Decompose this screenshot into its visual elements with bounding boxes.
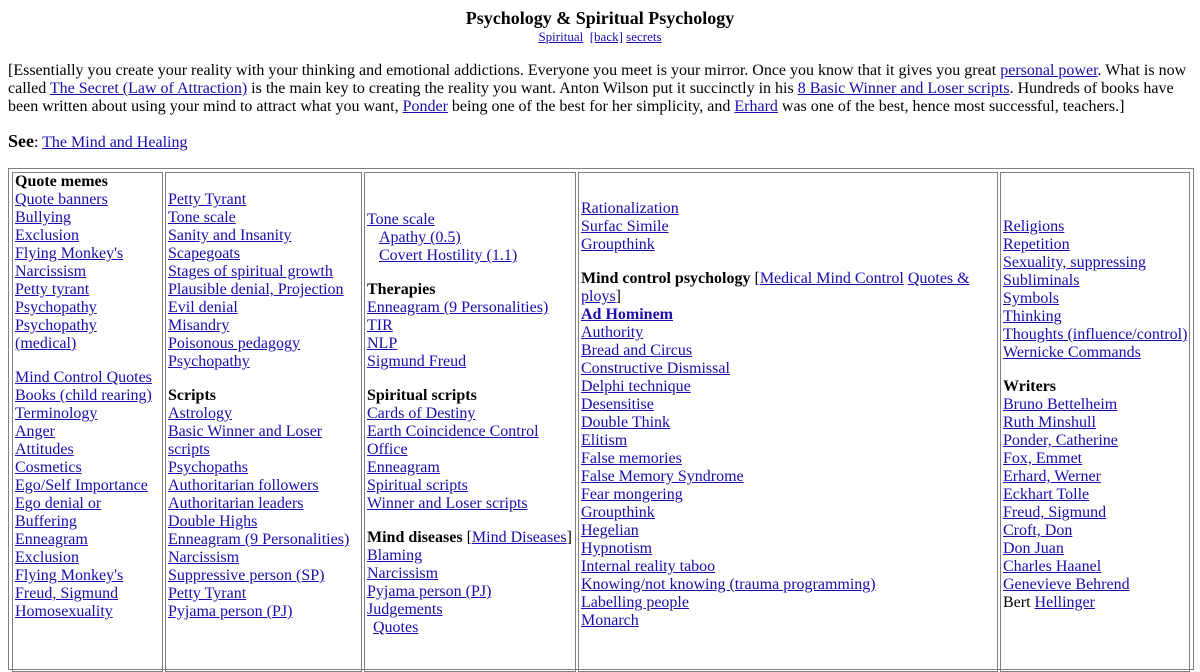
covert-hostility-link[interactable]: Covert Hostility (1.1) xyxy=(379,247,518,264)
list-link[interactable]: Enneagram (9 Personalities) xyxy=(168,531,350,548)
list-item xyxy=(581,486,997,504)
see-also: See: The Mind and Healing xyxy=(8,131,188,151)
section-heading: Quote memes xyxy=(15,173,108,190)
list-item xyxy=(168,477,361,495)
list-item xyxy=(581,378,997,396)
erhard-link[interactable]: Erhard xyxy=(734,98,778,115)
page-title: Psychology & Spiritual Psychology xyxy=(465,8,735,28)
list-link[interactable]: Exclusion xyxy=(15,549,79,566)
intro-text: being one of the best for her simplicity, and xyxy=(447,98,735,115)
list-item xyxy=(168,585,361,603)
list-item xyxy=(15,281,162,299)
the-secret-link[interactable]: The Secret (Law of Attraction) xyxy=(49,80,248,97)
list-item xyxy=(15,603,162,621)
hellinger-link[interactable]: Hellinger xyxy=(1034,594,1095,611)
list-item xyxy=(1003,308,1189,326)
list-link[interactable]: Blaming xyxy=(367,547,423,564)
column-writers xyxy=(1000,172,1190,672)
list-item xyxy=(168,335,361,353)
list-item xyxy=(581,218,997,236)
list-item: Bert Hellinger xyxy=(1003,594,1095,611)
list-item xyxy=(15,585,162,603)
list-item xyxy=(581,432,997,450)
list-link[interactable]: Double Highs xyxy=(168,513,258,530)
list-item xyxy=(581,414,997,432)
top-links xyxy=(0,29,1200,44)
list-link[interactable]: Flying Monkey's xyxy=(15,567,124,584)
list-item xyxy=(1003,414,1189,432)
list-link[interactable]: Delphi technique xyxy=(581,378,691,395)
list-link[interactable]: Freud, Sigmund xyxy=(1003,504,1107,521)
list-item xyxy=(15,495,162,531)
list-item xyxy=(581,396,997,414)
list-item xyxy=(1003,236,1189,254)
list-link[interactable]: Knowing/not knowing (trauma programming) xyxy=(581,576,876,593)
list-link[interactable]: Elitism xyxy=(581,432,628,449)
list-item xyxy=(168,191,361,209)
list-item xyxy=(15,317,162,353)
list-item xyxy=(168,567,361,585)
list-link[interactable]: Homosexuality xyxy=(15,603,113,620)
list-item xyxy=(581,468,997,486)
list-item xyxy=(367,299,575,317)
list-link[interactable]: Fox, Emmet xyxy=(1003,450,1083,467)
list-item xyxy=(367,601,575,619)
list-item xyxy=(168,317,361,335)
list-link[interactable]: Authoritarian followers xyxy=(168,477,319,494)
list-link[interactable]: Sigmund Freud xyxy=(367,353,467,370)
tone-scale-link[interactable]: Tone scale xyxy=(367,211,435,228)
list-item xyxy=(168,405,361,423)
spiritual-link[interactable]: Spiritual xyxy=(538,29,584,44)
list-link[interactable]: Authority xyxy=(581,324,644,341)
list-link[interactable]: Mind Control Quotes xyxy=(15,369,152,386)
list-item xyxy=(168,423,361,459)
list-link[interactable]: Freud, Sigmund xyxy=(15,585,119,602)
intro-text: was one of the best, hence most successful, teachers.] xyxy=(777,98,1125,115)
list-item xyxy=(367,477,575,495)
list-item xyxy=(15,245,162,263)
list-link[interactable]: NLP xyxy=(367,335,398,352)
list-link[interactable]: Bread and Circus xyxy=(581,342,693,359)
apathy-link[interactable]: Apathy (0.5) xyxy=(379,229,461,246)
mind-healing-link[interactable]: The Mind and Healing xyxy=(42,134,188,151)
list-item xyxy=(1003,344,1189,362)
list-link[interactable]: Eckhart Tolle xyxy=(1003,486,1090,503)
list-item xyxy=(367,405,575,423)
list-item xyxy=(1003,522,1189,540)
list-item xyxy=(15,227,162,245)
winner-loser-scripts-link[interactable]: 8 Basic Winner and Loser scripts xyxy=(797,80,1010,97)
list-item xyxy=(1003,558,1189,576)
intro-paragraph xyxy=(8,62,1188,116)
list-item xyxy=(367,423,575,459)
list-link[interactable]: Repetition xyxy=(1003,236,1070,253)
list-link[interactable]: Labelling people xyxy=(581,594,689,611)
list-item xyxy=(1003,486,1189,504)
section-heading: Scripts xyxy=(168,387,216,404)
list-item xyxy=(581,594,997,612)
list-link[interactable]: Sexuality, suppressing xyxy=(1003,254,1146,271)
list-link[interactable]: Surfac Simile xyxy=(581,218,669,235)
list-link[interactable]: Exclusion xyxy=(15,227,79,244)
list-link[interactable]: Genevieve Behrend xyxy=(1003,576,1130,593)
list-item xyxy=(581,576,997,594)
list-link[interactable]: Judgements xyxy=(367,601,443,618)
list-link[interactable]: Narcissism xyxy=(168,549,240,566)
list-link[interactable]: Winner and Loser scripts xyxy=(367,495,528,512)
list-link[interactable]: Anger xyxy=(15,423,55,440)
list-item xyxy=(168,263,361,281)
list-item xyxy=(15,549,162,567)
list-link[interactable]: Tone scale xyxy=(168,209,236,226)
links-table xyxy=(8,168,1194,670)
list-item xyxy=(1003,218,1189,236)
list-item xyxy=(15,423,162,441)
list-link[interactable]: Authoritarian leaders xyxy=(168,495,304,512)
list-link[interactable]: Hypnotism xyxy=(581,540,653,557)
list-link[interactable]: Double Think xyxy=(581,414,671,431)
list-link[interactable]: Ponder, Catherine xyxy=(1003,432,1118,449)
list-link[interactable]: False memories xyxy=(581,450,682,467)
list-link[interactable]: Charles Haanel xyxy=(1003,558,1102,575)
list-item xyxy=(581,324,997,342)
list-link[interactable]: Religions xyxy=(1003,218,1065,235)
list-item xyxy=(15,567,162,585)
section-heading: Therapies xyxy=(367,281,436,298)
list-item xyxy=(168,549,361,567)
column-quote-memes xyxy=(12,172,163,672)
list-item xyxy=(367,547,575,565)
list-link[interactable]: Pyjama person (PJ) xyxy=(367,583,492,600)
list-item xyxy=(581,522,997,540)
list-link[interactable]: Enneagram xyxy=(367,459,440,476)
list-item xyxy=(1003,396,1189,414)
list-link[interactable]: Wernicke Commands xyxy=(1003,344,1141,361)
list-item xyxy=(581,360,997,378)
list-link[interactable]: Thinking xyxy=(1003,308,1062,325)
list-item xyxy=(168,227,361,245)
list-link[interactable]: Symbols xyxy=(1003,290,1060,307)
list-link[interactable]: Fear mongering xyxy=(581,486,683,503)
list-link[interactable]: Flying Monkey's xyxy=(15,245,124,262)
quotes-link[interactable]: Quotes xyxy=(373,619,419,636)
list-link[interactable]: Evil denial xyxy=(168,299,238,316)
personal-power-link[interactable]: personal power xyxy=(1000,62,1098,79)
column-therapies xyxy=(364,172,576,672)
list-link[interactable]: Don Juan xyxy=(1003,540,1064,557)
list-link[interactable]: Suppressive person (SP) xyxy=(168,567,325,584)
list-link[interactable]: Petty Tyrant xyxy=(168,191,247,208)
see-label: See xyxy=(8,131,34,151)
list-link[interactable]: Bullying xyxy=(15,209,72,226)
list-link[interactable]: Spiritual scripts xyxy=(367,477,468,494)
list-item xyxy=(1003,540,1189,558)
list-item xyxy=(15,387,162,405)
list-item xyxy=(1003,450,1189,468)
list-link[interactable]: Ruth Minshull xyxy=(1003,414,1096,431)
list-item xyxy=(581,236,997,254)
list-item xyxy=(367,495,575,513)
list-item xyxy=(15,531,162,549)
list-link[interactable]: Narcissism xyxy=(15,263,87,280)
list-link[interactable]: Quote banners xyxy=(15,191,108,208)
mind-diseases-link[interactable]: Mind Diseases xyxy=(471,529,567,546)
list-item xyxy=(1003,504,1189,522)
list-item xyxy=(581,200,997,218)
list-item xyxy=(168,531,361,549)
list-item xyxy=(168,209,361,227)
ad-hominem-link[interactable]: Ad Hominem xyxy=(581,306,673,323)
list-link[interactable]: Hegelian xyxy=(581,522,639,539)
list-item xyxy=(581,612,997,630)
list-link[interactable]: Enneagram (9 Personalities) xyxy=(367,299,549,316)
list-link[interactable]: Groupthink xyxy=(581,236,655,253)
list-link[interactable]: Terminology xyxy=(15,405,98,422)
list-item xyxy=(168,513,361,531)
list-item xyxy=(1003,290,1189,308)
list-item xyxy=(168,299,361,317)
list-link[interactable]: Erhard, Werner xyxy=(1003,468,1101,485)
column-mind-control xyxy=(578,172,998,672)
list-item xyxy=(168,495,361,513)
list-item xyxy=(15,369,162,387)
list-link[interactable]: Constructive Dismissal xyxy=(581,360,730,377)
list-link[interactable]: Desensitise xyxy=(581,396,654,413)
list-link[interactable]: Psychopathy (medical) xyxy=(15,317,97,352)
section-heading: Mind control psychology [Medical Mind Control Quotes & ploys] xyxy=(581,270,970,305)
list-link[interactable]: Monarch xyxy=(581,612,639,629)
list-item xyxy=(1003,432,1189,450)
list-item xyxy=(367,459,575,477)
list-link[interactable]: Ego/Self Importance xyxy=(15,477,148,494)
list-item xyxy=(581,450,997,468)
list-item xyxy=(168,459,361,477)
list-link[interactable]: Narcissism xyxy=(367,565,439,582)
list-item xyxy=(168,281,361,299)
list-link[interactable]: Cards of Destiny xyxy=(367,405,476,422)
list-link[interactable]: Petty Tyrant xyxy=(168,585,247,602)
list-item xyxy=(15,477,162,495)
list-item xyxy=(367,335,575,353)
list-item xyxy=(15,263,162,281)
list-link[interactable]: Plausible denial, Projection xyxy=(168,281,344,298)
intro-text: . What is now called xyxy=(8,62,1187,97)
list-link[interactable]: Psychopaths xyxy=(168,459,248,476)
list-item xyxy=(15,441,162,459)
list-item xyxy=(367,317,575,335)
list-link[interactable]: Poisonous pedagogy xyxy=(168,335,300,352)
intro-text: . Hundreds of books have been written about using your mind to attract what you want, xyxy=(8,80,1174,115)
list-link[interactable]: Psychopathy xyxy=(168,353,250,370)
section-heading: Mind diseases [Mind Diseases] xyxy=(367,529,572,546)
list-link[interactable]: Scapegoats xyxy=(168,245,240,262)
list-item xyxy=(1003,272,1189,290)
list-item xyxy=(581,540,997,558)
medical-mind-control-link[interactable]: Medical Mind Control xyxy=(759,270,904,287)
list-link[interactable]: Attitudes xyxy=(15,441,74,458)
list-link[interactable]: Stages of spiritual growth xyxy=(168,263,333,280)
list-link[interactable]: Groupthink xyxy=(581,504,655,521)
list-link[interactable]: Astrology xyxy=(168,405,232,422)
list-link[interactable]: Sanity and Insanity xyxy=(168,227,292,244)
list-link[interactable]: Books (child rearing) xyxy=(15,387,152,404)
list-item xyxy=(367,565,575,583)
column-scripts xyxy=(165,172,362,672)
intro-text: [Essentially you create your reality with your thinking and emotional addictions. Everyone you meet is your mirror. Once you know that it gives you great xyxy=(8,62,1001,79)
list-link[interactable]: Rationalization xyxy=(581,200,679,217)
list-link[interactable]: Croft, Don xyxy=(1003,522,1073,539)
list-item xyxy=(168,603,361,621)
intro-text: is the main key to creating the reality you want. Anton Wilson put it succinctly in his xyxy=(247,80,798,97)
section-heading: Writers xyxy=(1003,378,1057,395)
list-item xyxy=(1003,254,1189,272)
list-link[interactable]: Cosmetics xyxy=(15,459,82,476)
list-item xyxy=(581,342,997,360)
list-item xyxy=(168,245,361,263)
back-link[interactable]: [back] xyxy=(589,29,623,44)
list-link[interactable]: Psychopathy xyxy=(15,299,97,316)
list-link[interactable]: Subliminals xyxy=(1003,272,1080,289)
list-item xyxy=(367,583,575,601)
list-link[interactable]: Misandry xyxy=(168,317,230,334)
list-item xyxy=(15,405,162,423)
list-item xyxy=(1003,576,1189,594)
list-link[interactable]: Petty tyrant xyxy=(15,281,90,298)
list-link[interactable]: Earth Coincidence Control Office xyxy=(367,423,539,458)
list-link[interactable]: Ego denial or Buffering xyxy=(15,495,102,530)
list-link[interactable]: Pyjama person (PJ) xyxy=(168,603,293,620)
list-item xyxy=(15,299,162,317)
list-link[interactable]: TIR xyxy=(367,317,393,334)
list-item xyxy=(15,209,162,227)
list-item xyxy=(168,353,361,371)
list-link[interactable]: Basic Winner and Loser scripts xyxy=(168,423,323,458)
secrets-link[interactable]: secrets xyxy=(626,29,662,44)
list-item xyxy=(581,504,997,522)
list-link[interactable]: Thoughts (influence/control) xyxy=(1003,326,1188,343)
quotes-ploys-link[interactable]: Quotes & ploys xyxy=(581,270,970,305)
list-link[interactable]: Bruno Bettelheim xyxy=(1003,396,1118,413)
list-item xyxy=(581,558,997,576)
list-item xyxy=(15,191,162,209)
ponder-link[interactable]: Ponder xyxy=(402,98,448,115)
section-heading: Spiritual scripts xyxy=(367,387,477,404)
list-link[interactable]: False Memory Syndrome xyxy=(581,468,744,485)
list-item xyxy=(1003,468,1189,486)
list-item xyxy=(15,459,162,477)
list-link[interactable]: Enneagram xyxy=(15,531,88,548)
list-link[interactable]: Internal reality taboo xyxy=(581,558,716,575)
list-item xyxy=(367,353,575,371)
list-item xyxy=(1003,326,1189,344)
